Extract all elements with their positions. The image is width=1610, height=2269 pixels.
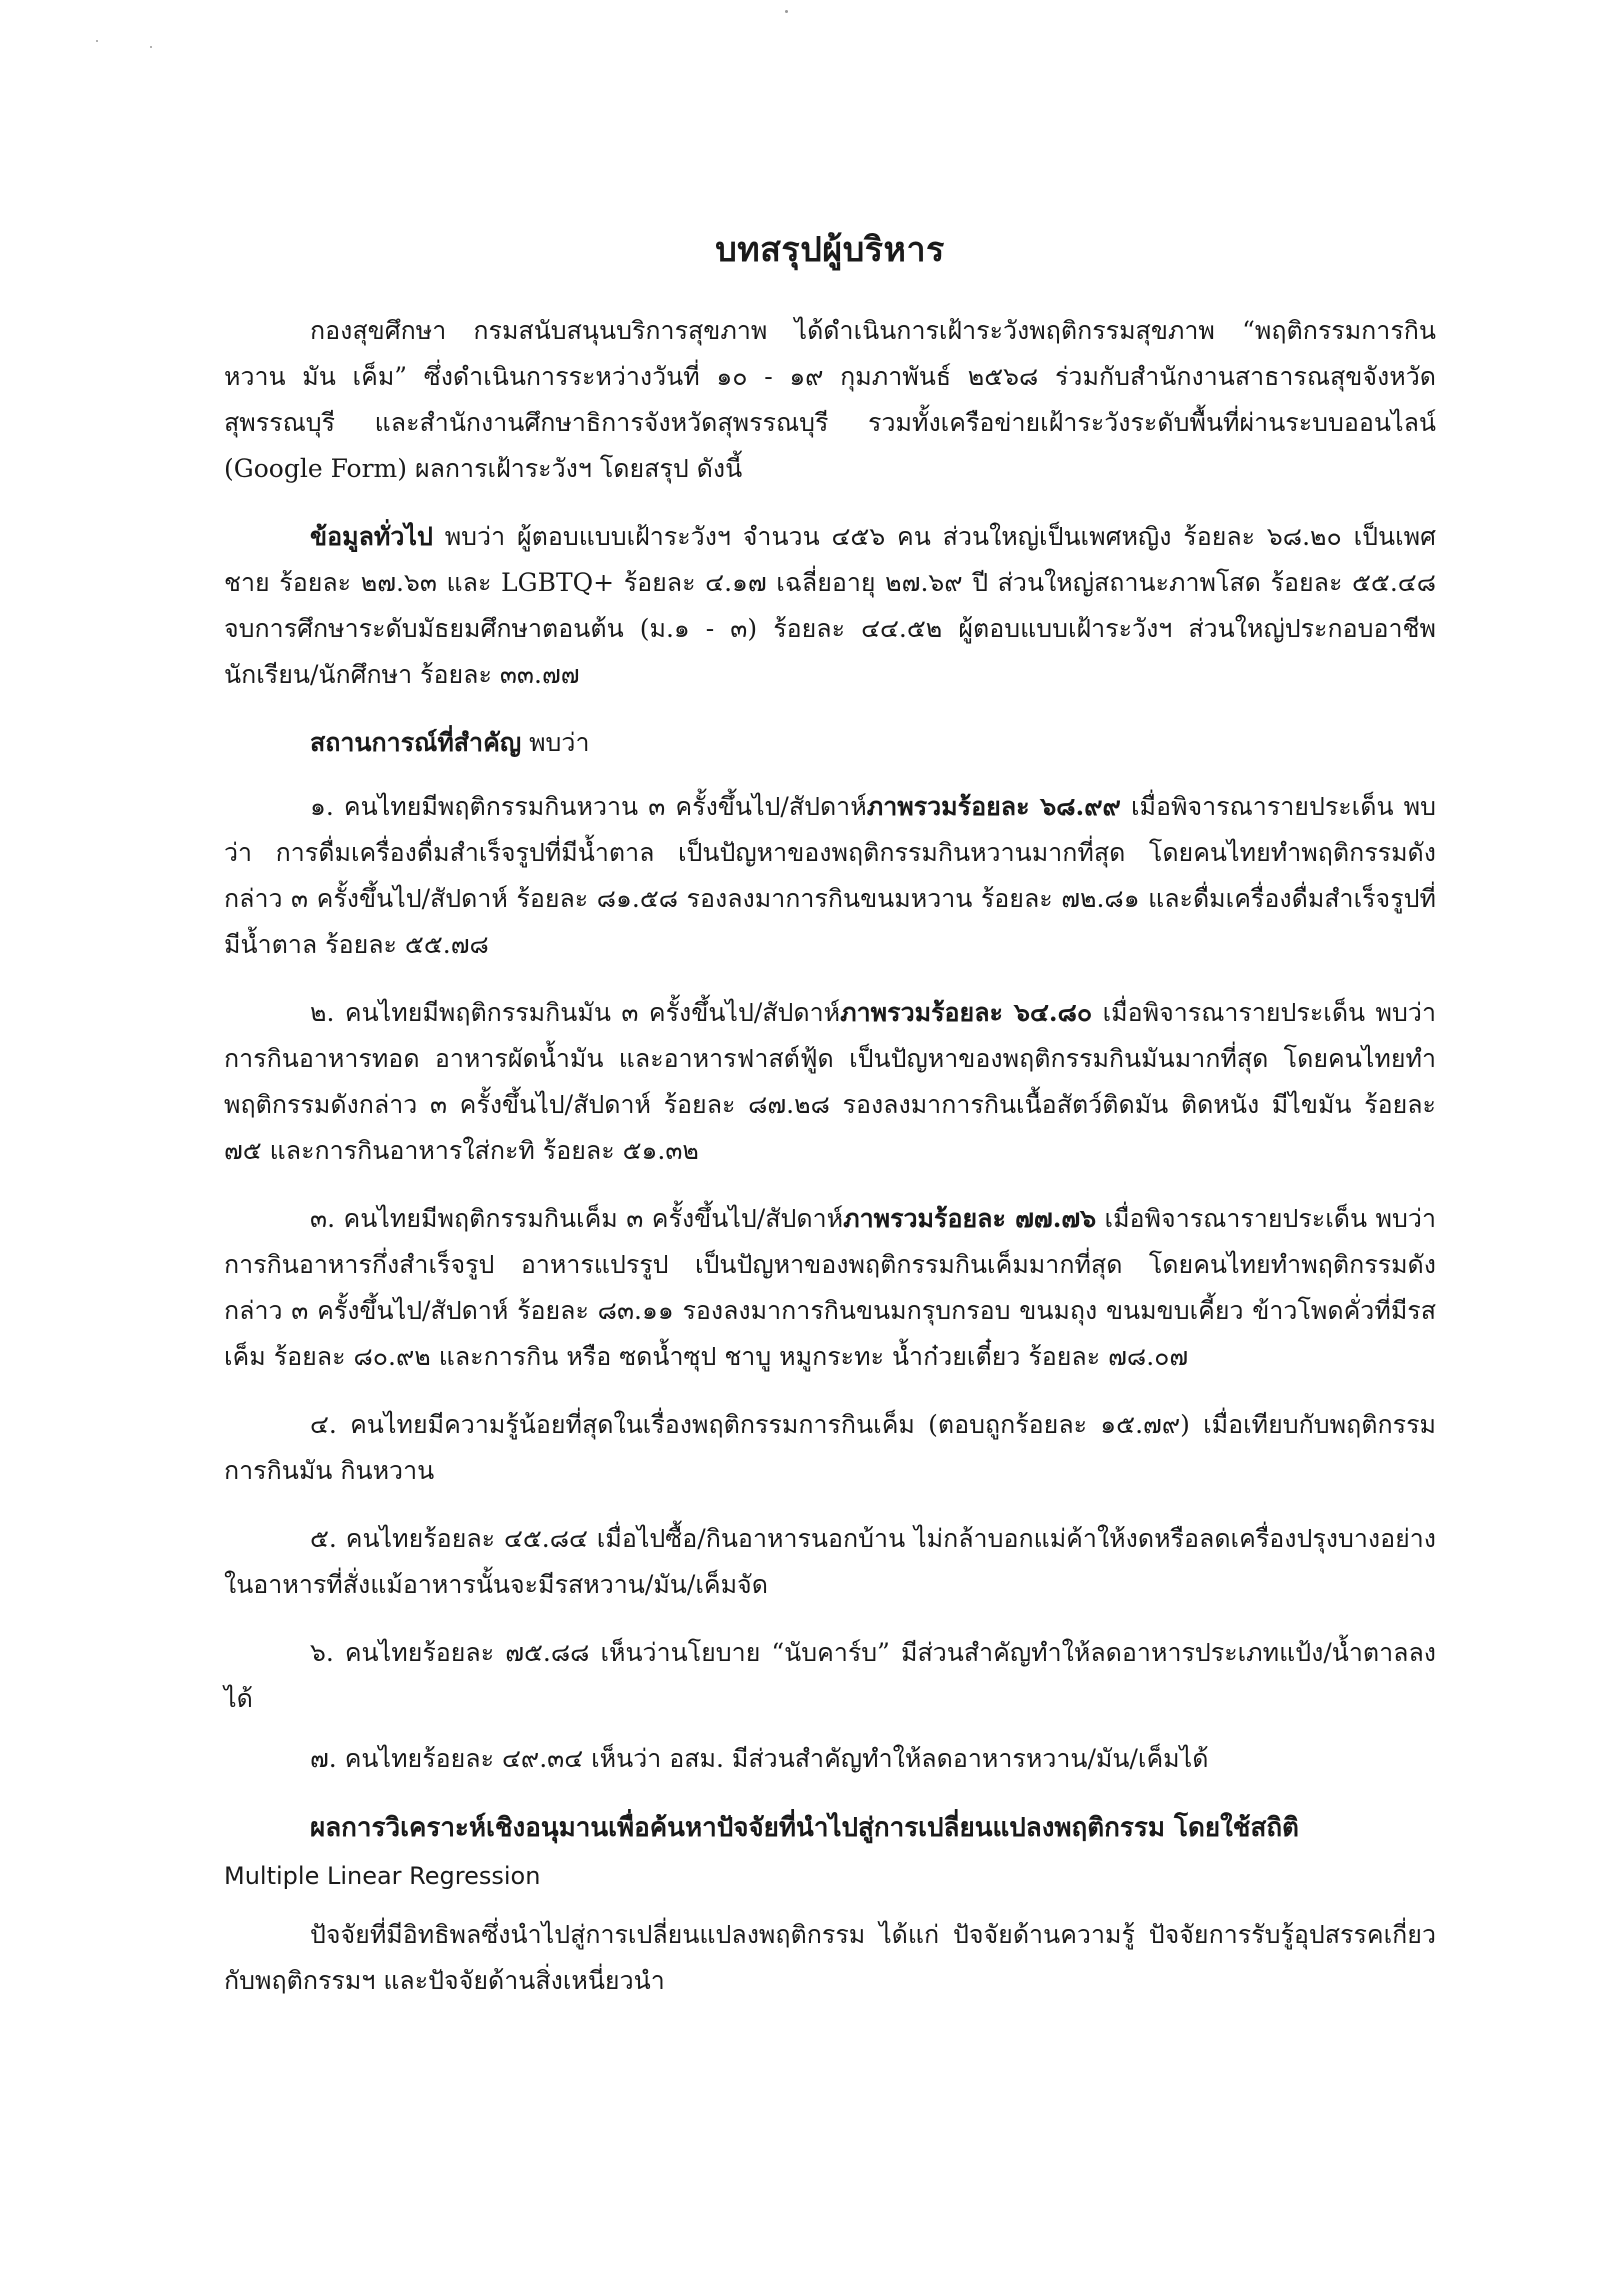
finding-lead: ๗. คนไทยร้อยละ ๔๙.๓๔ เห็นว่า อสม. มีส่วนสำคัญทำให้ลดอาหารหวาน/มัน/เค็มได้ [310, 1744, 1209, 1773]
general-info-label: ข้อมูลทั่วไป [310, 522, 433, 551]
scan-speck [785, 10, 788, 13]
finding-lead: ๑. คนไทยมีพฤติกรรมกินหวาน ๓ ครั้งขึ้นไป/สัปดาห์ [310, 792, 867, 821]
analysis-title: ผลการวิเคราะห์เชิงอนุมานเพื่อค้นหาปัจจัยที่นำไปสู่การเปลี่ยนแปลงพฤติกรรม โดยใช้สถิติ [310, 1813, 1299, 1843]
finding-1 [224, 784, 1436, 968]
finding-6 [224, 1630, 1436, 1722]
scan-speck [96, 40, 98, 42]
finding-lead: ๖. คนไทยร้อยละ ๗๕.๘๘ เห็นว่านโยบาย “นับคาร์บ” มีส่วนสำคัญทำให้ลดอาหารประเภทแป้ง/น้ำตาลลงได้ [224, 1638, 1436, 1713]
analysis-paragraph: ปัจจัยที่มีอิทธิพลซึ่งนำไปสู่การเปลี่ยนแปลงพฤติกรรม ได้แก่ ปัจจัยด้านความรู้ ปัจจัยการรับรู้อุปสรรคเกี่ยวกับพฤติกรรมฯ และปัจจัยด้านสิ่งเหนี่ยวนำ [224, 1920, 1436, 1995]
intro-paragraph: กองสุขศึกษา กรมสนับสนุนบริการสุขภาพ ได้ดำเนินการเฝ้าระวังพฤติกรรมสุขภาพ “พฤติกรรมการกินหวาน มัน เค็ม” ซึ่งดำเนินการระหว่างวันที่ ๑๐ - ๑๙ กุมภาพันธ์ ๒๕๖๘ ร่วมกับสำนักงานสาธารณสุขจังหวัดสุพรรณบุรี และสำนักงานศึกษาธิการจังหวัดสุพรรณบุรี รวมทั้งเครือข่ายเฝ้าระวังระดับพื้นที่ผ่านระบบออนไลน์ (Google Form) ผลการเฝ้าระวังฯ โดยสรุป ดังนี้ [224, 316, 1436, 483]
finding-overall: ภาพรวมร้อยละ ๗๗.๗๖ [843, 1204, 1097, 1233]
general-info-paragraph [224, 514, 1436, 698]
situation-suffix: พบว่า [521, 728, 590, 757]
finding-overall: ภาพรวมร้อยละ ๖๘.๙๙ [866, 792, 1121, 821]
analysis-heading [224, 1804, 1436, 1900]
document-body [224, 222, 1436, 2026]
finding-lead: ๓. คนไทยมีพฤติกรรมกินเค็ม ๓ ครั้งขึ้นไป/สัปดาห์ [310, 1204, 844, 1233]
finding-3 [224, 1196, 1436, 1380]
situation-label: สถานการณ์ที่สำคัญ [310, 728, 522, 757]
situation-heading [224, 720, 1436, 766]
finding-detail: เมื่อพิจารณารายประเด็น พบว่า การดื่มเครื่องดื่มสำเร็จรูปที่มีน้ำตาล เป็นปัญหาของพฤติกรรมกินหวานมากที่สุด โดยคนไทยทำพฤติกรรมดังกล่าว ๓ ครั้งขึ้นไป/สัปดาห์ ร้อยละ ๘๑.๕๘ รองลงมาการกินขนมหวาน ร้อยละ ๗๒.๘๑ และดื่มเครื่องดื่มสำเร็จรูปที่มีน้ำตาล ร้อยละ ๕๕.๗๘ [224, 792, 1436, 959]
finding-detail: เมื่อพิจารณารายประเด็น พบว่า การกินอาหารกึ่งสำเร็จรูป อาหารแปรรูป เป็นปัญหาของพฤติกรรมกินเค็มมากที่สุด โดยคนไทยทำพฤติกรรมดังกล่าว ๓ ครั้งขึ้นไป/สัปดาห์ ร้อยละ ๘๓.๑๑ รองลงมาการกินขนมกรุบกรอบ ขนมถุง ขนมขบเคี้ยว ข้าวโพดคั่วที่มีรสเค็ม ร้อยละ ๘๐.๙๒ และการกิน หรือ ซดน้ำซุป ชาบู หมูกระทะ น้ำก๋วยเตี๋ยว ร้อยละ ๗๘.๐๗ [224, 1204, 1436, 1371]
finding-detail: เมื่อพิจารณารายประเด็น พบว่า การกินอาหารทอด อาหารผัดน้ำมัน และอาหารฟาสต์ฟู้ด เป็นปัญหาของพฤติกรรมกินมันมากที่สุด โดยคนไทยทำพฤติกรรมดังกล่าว ๓ ครั้งขึ้นไป/สัปดาห์ ร้อยละ ๘๗.๒๘ รองลงมาการกินเนื้อสัตว์ติดมัน ติดหนัง มีไขมัน ร้อยละ ๗๕ และการกินอาหารใส่กะทิ ร้อยละ ๕๑.๓๒ [224, 998, 1436, 1165]
analysis-method: Multiple Linear Regression [224, 1862, 541, 1890]
finding-4 [224, 1402, 1436, 1494]
finding-lead: ๕. คนไทยร้อยละ ๔๕.๘๔ เมื่อไปซื้อ/กินอาหารนอกบ้าน ไม่กล้าบอกแม่ค้าให้งดหรือลดเครื่องปรุงบางอย่างในอาหารที่สั่งแม้อาหารนั้นจะมีรสหวาน/มัน/เค็มจัด [224, 1524, 1436, 1599]
finding-7 [224, 1736, 1436, 1782]
finding-overall: ภาพรวมร้อยละ ๖๔.๘๐ [840, 998, 1093, 1027]
scan-speck [150, 46, 152, 48]
page-title: บทสรุปผู้บริหาร [715, 230, 945, 270]
finding-lead: ๒. คนไทยมีพฤติกรรมกินมัน ๓ ครั้งขึ้นไป/สัปดาห์ [310, 998, 841, 1027]
finding-lead: ๔. คนไทยมีความรู้น้อยที่สุดในเรื่องพฤติกรรมการกินเค็ม (ตอบถูกร้อยละ ๑๕.๗๙) เมื่อเทียบกับพฤติกรรมการกินมัน กินหวาน [224, 1410, 1436, 1485]
finding-2 [224, 990, 1436, 1174]
finding-5 [224, 1516, 1436, 1608]
general-info-text: พบว่า ผู้ตอบแบบเฝ้าระวังฯ จำนวน ๔๕๖ คน ส่วนใหญ่เป็นเพศหญิง ร้อยละ ๖๘.๒๐ เป็นเพศชาย ร้อยละ ๒๗.๖๓ และ LGBTQ+ ร้อยละ ๔.๑๗ เฉลี่ยอายุ ๒๗.๖๙ ปี ส่วนใหญ่สถานะภาพโสด ร้อยละ ๕๕.๔๘ จบการศึกษาระดับมัธยมศึกษาตอนต้น (ม.๑ - ๓) ร้อยละ ๔๔.๕๒ ผู้ตอบแบบเฝ้าระวังฯ ส่วนใหญ่ประกอบอาชีพนักเรียน/นักศึกษา ร้อยละ ๓๓.๗๗ [224, 522, 1436, 689]
